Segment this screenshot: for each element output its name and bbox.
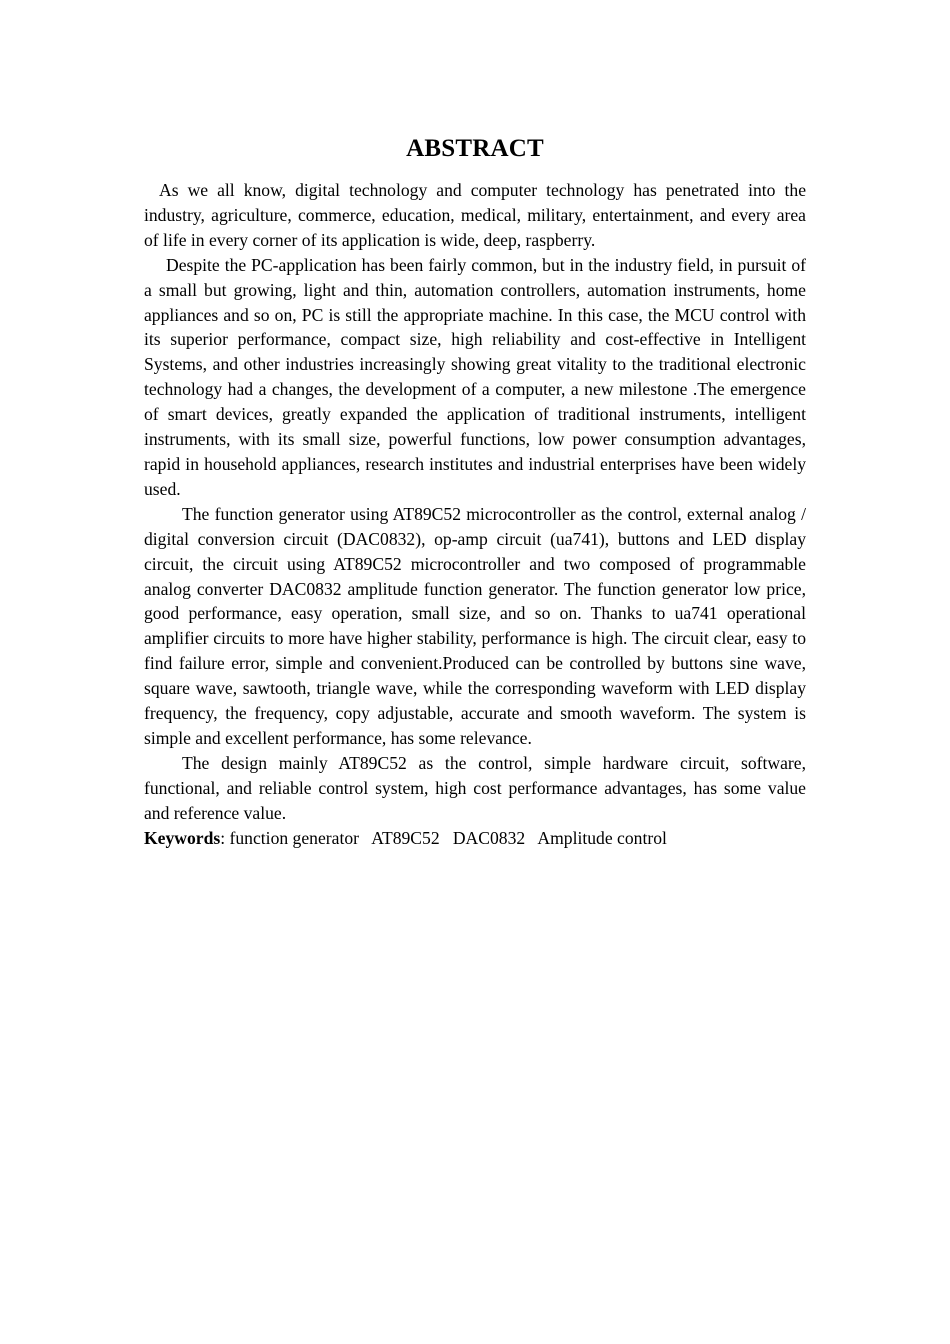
abstract-paragraph-2: Despite the PC-application has been fairly common, but in the industry field, in pursuit of a small but growing, light and thin, automation controllers, automation instruments, home appliances and so on, PC is still the appropriate machine. In this case, the MCU control with its superior performance, compact size, high reliability and cost-effective in Intelligent Systems, and other industries increasingly showing great vitality to the traditional electronic technology had a changes, the development of a computer, a new milestone .The emergence of smart devices, greatly expanded the application of traditional instruments, intelligent instruments, with its small size, powerful functions, low power consumption advantages, rapid in household appliances, research institutes and industrial enterprises have been widely used. <box>144 254 806 499</box>
keywords-label: Keywords <box>144 827 221 848</box>
abstract-page <box>144 132 806 850</box>
keywords-values: function generator AT89C52 DAC0832 Amplitude control <box>229 827 667 848</box>
page-title: ABSTRACT <box>406 135 544 162</box>
abstract-paragraph-1: As we all know, digital technology and computer technology has penetrated into the industry, agriculture, commerce, education, medical, military, entertainment, and every area of life in every corner of its application is wide, deep, raspberry. <box>144 180 806 250</box>
abstract-paragraph-3: The function generator using AT89C52 microcontroller as the control, external analog / digital conversion circuit (DAC0832), op-amp circuit (ua741), buttons and LED display circuit, the circuit using AT89C52 microcontroller and two composed of programmable analog converter DAC0832 amplitude function generator. The function generator low price, good performance, easy operation, small size, and so on. Thanks to ua741 operational amplifier circuits to more have higher stability, performance is high. The circuit clear, easy to find failure error, simple and convenient.Produced can be controlled by buttons sine wave, square wave, sawtooth, triangle wave, while the corresponding waveform with LED display frequency, the frequency, copy adjustable, accurate and smooth waveform. The system is simple and excellent performance, has some relevance. <box>144 503 806 748</box>
keywords-line <box>144 826 806 851</box>
keywords-separator: : <box>220 827 230 848</box>
abstract-paragraph-4: The design mainly AT89C52 as the control, simple hardware circuit, software, functional, and reliable control system, high cost performance advantages, has some value and reference value. <box>144 752 806 823</box>
